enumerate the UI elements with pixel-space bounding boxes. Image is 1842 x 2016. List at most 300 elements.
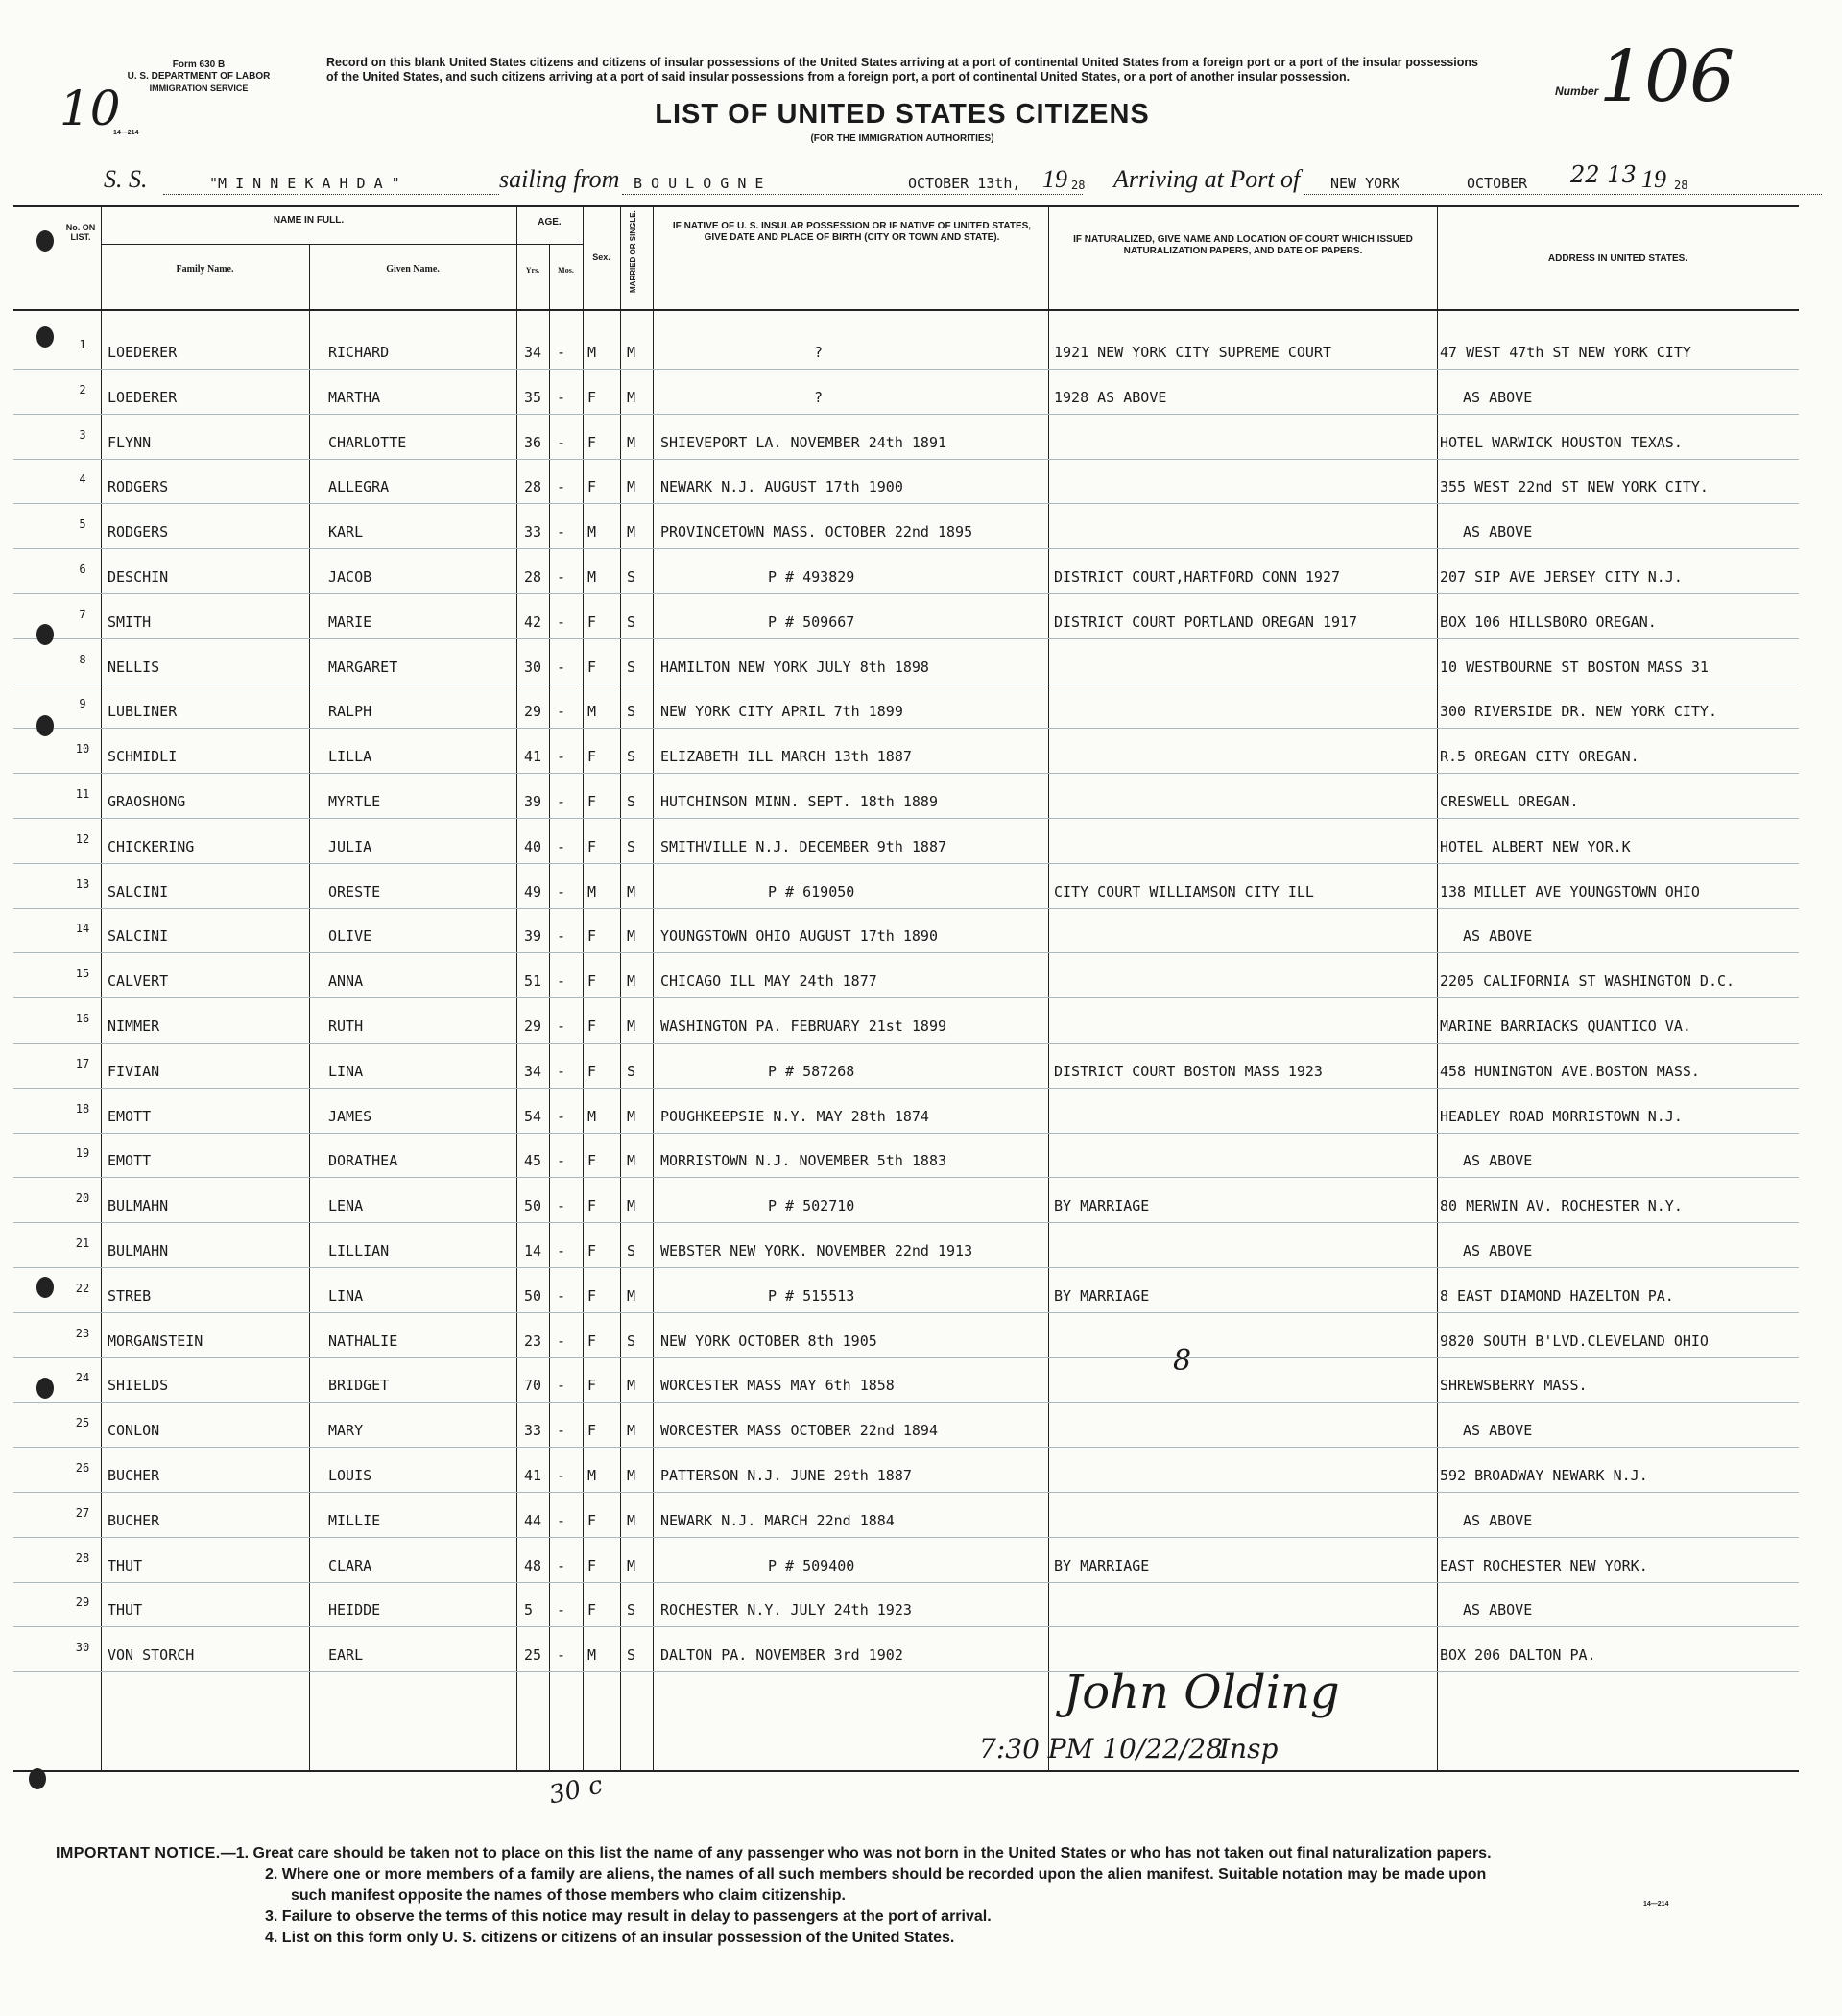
given-name: ANNA bbox=[328, 972, 364, 991]
birth-info: MORRISTOWN N.J. NOVEMBER 5th 1883 bbox=[660, 1152, 947, 1170]
row-number: 24 bbox=[75, 1371, 90, 1385]
row-rule bbox=[13, 952, 1799, 953]
address: 300 RIVERSIDE DR. NEW YORK CITY. bbox=[1440, 703, 1717, 721]
age-months: - bbox=[557, 703, 566, 721]
address: 80 MERWIN AV. ROCHESTER N.Y. bbox=[1440, 1197, 1683, 1215]
address: 2205 CALIFORNIA ST WASHINGTON D.C. bbox=[1440, 972, 1735, 991]
row-number: 15 bbox=[75, 967, 90, 981]
marital-status: M bbox=[627, 1018, 636, 1035]
marital-status: M bbox=[627, 1152, 636, 1170]
address: BOX 106 HILLSBORO OREGAN. bbox=[1440, 612, 1657, 631]
age-years: 50 bbox=[524, 1286, 542, 1305]
marital-status: S bbox=[627, 793, 636, 810]
age-years: 28 bbox=[524, 568, 542, 586]
sex: F bbox=[587, 1332, 597, 1350]
naturalization-info: DISTRICT COURT,HARTFORD CONN 1927 bbox=[1054, 568, 1341, 586]
birth-info: PATTERSON N.J. JUNE 29th 1887 bbox=[660, 1467, 912, 1484]
sex: M bbox=[587, 703, 597, 721]
address: SHREWSBERRY MASS. bbox=[1440, 1377, 1588, 1395]
marital-status: M bbox=[627, 882, 636, 900]
naturalization-info: BY MARRIAGE bbox=[1054, 1286, 1150, 1305]
print-code: 14—214 bbox=[113, 130, 139, 136]
age-months: - bbox=[557, 1467, 566, 1484]
sex: F bbox=[587, 612, 597, 631]
row-rule bbox=[13, 997, 1799, 998]
row-rule bbox=[13, 1088, 1799, 1089]
age-years: 48 bbox=[524, 1556, 542, 1574]
given-name: RALPH bbox=[328, 703, 372, 721]
age-months: - bbox=[557, 1286, 566, 1305]
row-number: 7 bbox=[79, 607, 86, 621]
age-years: 34 bbox=[524, 344, 542, 361]
binder-hole bbox=[29, 1768, 46, 1789]
departure-port: B O U L O G N E bbox=[634, 175, 764, 192]
family-name: VON STORCH bbox=[108, 1646, 195, 1665]
naturalization-info: BY MARRIAGE bbox=[1054, 1197, 1150, 1215]
sex: M bbox=[587, 1107, 597, 1125]
age-years: 34 bbox=[524, 1062, 542, 1080]
page-title: LIST OF UNITED STATES CITIZENS bbox=[655, 99, 1150, 130]
birth-info: CHICAGO ILL MAY 24th 1877 bbox=[660, 972, 877, 991]
notice-item-2b: such manifest opposite the names of those members who claim citizenship. bbox=[291, 1887, 846, 1904]
marital-status: M bbox=[627, 1511, 636, 1529]
birth-info: ? bbox=[814, 344, 824, 361]
age-years: 39 bbox=[524, 793, 542, 810]
row-rule bbox=[13, 728, 1799, 729]
age-years: 28 bbox=[524, 478, 542, 496]
header-birth: IF NATIVE OF U. S. INSULAR POSSESSION OR IF NATIVE OF UNITED STATES, GIVE DATE AND PLACE OF BIRTH (CITY OR TOWN AND STATE). bbox=[672, 221, 1032, 243]
handwritten-count: 30 c bbox=[546, 1770, 606, 1811]
row-number: 5 bbox=[79, 517, 86, 532]
birth-info: NEWARK N.J. MARCH 22nd 1884 bbox=[660, 1511, 895, 1529]
age-months: - bbox=[557, 1332, 566, 1350]
arrival-date: OCTOBER bbox=[1467, 175, 1528, 192]
age-years: 42 bbox=[524, 612, 542, 631]
row-rule bbox=[13, 1267, 1799, 1268]
age-months: - bbox=[557, 1197, 566, 1215]
birth-info: HAMILTON NEW YORK JULY 8th 1898 bbox=[660, 658, 929, 676]
row-number: 14 bbox=[75, 922, 90, 936]
family-name: FLYNN bbox=[108, 433, 152, 451]
marital-status: S bbox=[627, 658, 636, 676]
family-name: SCHMIDLI bbox=[108, 748, 178, 766]
birth-info: WEBSTER NEW YORK. NOVEMBER 22nd 1913 bbox=[660, 1242, 973, 1260]
family-name: EMOTT bbox=[108, 1107, 152, 1125]
given-name: MARGARET bbox=[328, 658, 398, 676]
sex: F bbox=[587, 1062, 597, 1080]
row-number: 1 bbox=[79, 338, 86, 351]
family-name: LOEDERER bbox=[108, 344, 178, 361]
family-name: SALCINI bbox=[108, 882, 169, 900]
given-name: JAMES bbox=[328, 1107, 372, 1125]
age-months: - bbox=[557, 1107, 566, 1125]
marital-status: S bbox=[627, 1601, 636, 1620]
row-number: 2 bbox=[79, 382, 86, 396]
address: AS ABOVE bbox=[1463, 927, 1533, 946]
age-years: 39 bbox=[524, 927, 542, 946]
binder-hole bbox=[36, 624, 54, 645]
sex: F bbox=[587, 972, 597, 991]
family-name: MORGANSTEIN bbox=[108, 1332, 203, 1350]
address: 458 HUNINGTON AVE.BOSTON MASS. bbox=[1440, 1062, 1700, 1080]
form-identification bbox=[88, 60, 309, 94]
row-number: 4 bbox=[79, 472, 86, 487]
family-name: SALCINI bbox=[108, 927, 169, 946]
header-given-name: Given Name. bbox=[386, 264, 440, 275]
age-months: - bbox=[557, 478, 566, 496]
row-rule bbox=[13, 818, 1799, 819]
age-years: 14 bbox=[524, 1242, 542, 1260]
notice-item-2a: 2. Where one or more members of a family are aliens, the names of all such members should be recorded upon the alien manifest. Suitable notation may be made upon bbox=[265, 1866, 1487, 1883]
age-months: - bbox=[557, 748, 566, 766]
marital-status: M bbox=[627, 1286, 636, 1305]
birth-info: YOUNGSTOWN OHIO AUGUST 17th 1890 bbox=[660, 927, 938, 946]
family-name: LOEDERER bbox=[108, 388, 178, 406]
row-number: 9 bbox=[79, 697, 86, 711]
header-family-name: Family Name. bbox=[176, 264, 234, 275]
age-months: - bbox=[557, 972, 566, 991]
ship-name: "M I N N E K A H D A " bbox=[209, 175, 400, 192]
address: AS ABOVE bbox=[1463, 523, 1533, 541]
age-months: - bbox=[557, 1646, 566, 1665]
row-number: 23 bbox=[75, 1326, 90, 1340]
birth-info: NEW YORK CITY APRIL 7th 1899 bbox=[660, 703, 903, 721]
birth-info: ROCHESTER N.Y. JULY 24th 1923 bbox=[660, 1601, 912, 1620]
header-naturalized: IF NATURALIZED, GIVE NAME AND LOCATION OF COURT WHICH ISSUED NATURALIZATION PAPERS, AND DATE OF PAPERS. bbox=[1073, 234, 1413, 256]
family-name: CONLON bbox=[108, 1422, 160, 1440]
sex: F bbox=[587, 1197, 597, 1215]
sex: F bbox=[587, 1152, 597, 1170]
family-name: DESCHIN bbox=[108, 568, 169, 586]
given-name: MARY bbox=[328, 1422, 364, 1440]
sex: F bbox=[587, 1556, 597, 1574]
given-name: ORESTE bbox=[328, 882, 381, 900]
given-name: JULIA bbox=[328, 837, 372, 855]
age-months: - bbox=[557, 1152, 566, 1170]
age-months: - bbox=[557, 1018, 566, 1035]
page-subtitle: (FOR THE IMMIGRATION AUTHORITIES) bbox=[810, 133, 994, 144]
marital-status: M bbox=[627, 523, 636, 541]
family-name: CHICKERING bbox=[108, 837, 195, 855]
naturalization-info: DISTRICT COURT PORTLAND OREGAN 1917 bbox=[1054, 612, 1358, 631]
address: 592 BROADWAY NEWARK N.J. bbox=[1440, 1467, 1648, 1484]
header-address: ADDRESS IN UNITED STATES. bbox=[1547, 253, 1688, 264]
header-bottom-border bbox=[13, 309, 1799, 311]
row-rule bbox=[13, 1582, 1799, 1583]
age-months: - bbox=[557, 793, 566, 810]
marital-status: M bbox=[627, 1556, 636, 1574]
sex: F bbox=[587, 793, 597, 810]
address: AS ABOVE bbox=[1463, 1601, 1533, 1620]
notice-item-3: 3. Failure to observe the terms of this notice may result in delay to passengers at the port of arrival. bbox=[265, 1908, 992, 1925]
age-months: - bbox=[557, 388, 566, 406]
row-rule bbox=[13, 908, 1799, 909]
year-label-1: 19 bbox=[1042, 165, 1067, 193]
signature-initials: Insp bbox=[1219, 1733, 1279, 1764]
row-rule bbox=[13, 548, 1799, 549]
age-years: 40 bbox=[524, 837, 542, 855]
marital-status: M bbox=[627, 344, 636, 361]
sex: F bbox=[587, 1018, 597, 1035]
arrival-day-handwritten: 22 13 bbox=[1570, 161, 1637, 188]
birth-info: POUGHKEEPSIE N.Y. MAY 28th 1874 bbox=[660, 1107, 929, 1125]
sex: F bbox=[587, 1377, 597, 1395]
marital-status: S bbox=[627, 748, 636, 766]
row-number: 22 bbox=[75, 1281, 90, 1295]
marital-status: M bbox=[627, 972, 636, 991]
row-rule bbox=[13, 638, 1799, 639]
family-name: LUBLINER bbox=[108, 703, 178, 721]
address: MARINE BARRIACKS QUANTICO VA. bbox=[1440, 1018, 1691, 1035]
sex: M bbox=[587, 523, 597, 541]
ss-label: S. S. bbox=[104, 165, 148, 193]
row-number: 16 bbox=[75, 1012, 90, 1025]
sex: M bbox=[587, 882, 597, 900]
row-rule bbox=[13, 369, 1799, 370]
row-number: 21 bbox=[75, 1236, 90, 1250]
family-name: BUCHER bbox=[108, 1511, 160, 1529]
marital-status: S bbox=[627, 612, 636, 631]
birth-info: P # 509400 bbox=[768, 1556, 855, 1574]
given-name: BRIDGET bbox=[328, 1377, 390, 1395]
given-name: RICHARD bbox=[328, 344, 390, 361]
binder-hole bbox=[36, 715, 54, 736]
age-months: - bbox=[557, 837, 566, 855]
birth-info: P # 587268 bbox=[768, 1062, 855, 1080]
sex: M bbox=[587, 1467, 597, 1484]
birth-info: PROVINCETOWN MASS. OCTOBER 22nd 1895 bbox=[660, 523, 973, 541]
birth-info: DALTON PA. NOVEMBER 3rd 1902 bbox=[660, 1646, 903, 1665]
notice-item-4: 4. List on this form only U. S. citizens or citizens of an insular possession of the United States. bbox=[265, 1930, 955, 1946]
row-number: 27 bbox=[75, 1505, 90, 1520]
age-years: 50 bbox=[524, 1197, 542, 1215]
age-months: - bbox=[557, 1242, 566, 1260]
sex: M bbox=[587, 568, 597, 586]
marital-status: M bbox=[627, 1467, 636, 1484]
address: HOTEL WARWICK HOUSTON TEXAS. bbox=[1440, 433, 1683, 451]
marital-status: M bbox=[627, 433, 636, 451]
age-years: 41 bbox=[524, 1467, 542, 1484]
row-rule bbox=[13, 1626, 1799, 1627]
marital-status: M bbox=[627, 1197, 636, 1215]
family-name: SHIELDS bbox=[108, 1377, 169, 1395]
family-name: RODGERS bbox=[108, 478, 169, 496]
marital-status: S bbox=[627, 1242, 636, 1260]
birth-info: WORCESTER MASS MAY 6th 1858 bbox=[660, 1377, 895, 1395]
row-rule bbox=[13, 459, 1799, 460]
age-months: - bbox=[557, 1422, 566, 1440]
row-number: 30 bbox=[75, 1641, 90, 1655]
birth-info: ELIZABETH ILL MARCH 13th 1887 bbox=[660, 748, 912, 766]
given-name: EARL bbox=[328, 1646, 364, 1665]
sex: F bbox=[587, 658, 597, 676]
birth-info: SHIEVEPORT LA. NOVEMBER 24th 1891 bbox=[660, 433, 947, 451]
given-name: LINA bbox=[328, 1286, 364, 1305]
age-months: - bbox=[557, 1062, 566, 1080]
age-months: - bbox=[557, 658, 566, 676]
row-rule bbox=[13, 863, 1799, 864]
binder-hole bbox=[36, 1277, 54, 1298]
sex: F bbox=[587, 927, 597, 946]
age-years: 45 bbox=[524, 1152, 542, 1170]
binder-hole bbox=[36, 326, 54, 348]
age-years: 23 bbox=[524, 1332, 542, 1350]
binder-hole bbox=[36, 230, 54, 252]
row-number: 3 bbox=[79, 427, 86, 442]
age-years: 29 bbox=[524, 1018, 542, 1035]
family-name: SMITH bbox=[108, 612, 152, 631]
voyage-line bbox=[104, 161, 1812, 204]
sex: F bbox=[587, 1601, 597, 1620]
binder-hole bbox=[36, 1378, 54, 1399]
address: HOTEL ALBERT NEW YOR.K bbox=[1440, 837, 1631, 855]
sex: F bbox=[587, 433, 597, 451]
marital-status: S bbox=[627, 837, 636, 855]
header-age: AGE. bbox=[538, 217, 562, 228]
sex: F bbox=[587, 1286, 597, 1305]
age-months: - bbox=[557, 1556, 566, 1574]
age-years: 5 bbox=[524, 1601, 534, 1620]
row-rule bbox=[13, 1312, 1799, 1313]
row-rule bbox=[13, 593, 1799, 594]
family-name: THUT bbox=[108, 1601, 143, 1620]
sex: F bbox=[587, 1242, 597, 1260]
header-no-on-list: No. ON LIST. bbox=[65, 223, 96, 242]
given-name: KARL bbox=[328, 523, 364, 541]
departure-year: 28 bbox=[1071, 179, 1086, 192]
naturalization-info: BY MARRIAGE bbox=[1054, 1556, 1150, 1574]
age-years: 33 bbox=[524, 1422, 542, 1440]
row-rule bbox=[13, 1492, 1799, 1493]
birth-info: P # 493829 bbox=[768, 568, 855, 586]
address: R.5 OREGAN CITY OREGAN. bbox=[1440, 748, 1639, 766]
marital-status: M bbox=[627, 1107, 636, 1125]
inspector-signature: John Olding bbox=[1064, 1666, 1340, 1719]
row-rule bbox=[13, 773, 1799, 774]
family-name: BULMAHN bbox=[108, 1242, 169, 1260]
family-name: BULMAHN bbox=[108, 1197, 169, 1215]
given-name: LENA bbox=[328, 1197, 364, 1215]
given-name: MILLIE bbox=[328, 1511, 381, 1529]
intro-instructions: Record on this blank United States citizens and citizens of insular possessions of the United States arriving at a port of continental United States from a foreign port or a port of the insular possessions of the United States, and such citizens arriving at a port of said insular possessions from a foreign port, a port of continental United States, or a port of another insular possession. bbox=[326, 56, 1478, 84]
given-name: RUTH bbox=[328, 1018, 364, 1035]
row-rule bbox=[13, 1133, 1799, 1134]
row-number: 11 bbox=[75, 787, 90, 801]
sex: F bbox=[587, 478, 597, 496]
age-years: 29 bbox=[524, 703, 542, 721]
row-rule bbox=[13, 1043, 1799, 1044]
sex: F bbox=[587, 388, 597, 406]
marital-status: M bbox=[627, 388, 636, 406]
form-code: Form 630 B bbox=[172, 60, 226, 70]
address: BOX 206 DALTON PA. bbox=[1440, 1646, 1596, 1665]
notice-lead: IMPORTANT NOTICE. bbox=[56, 1845, 221, 1861]
given-name: MARIE bbox=[328, 612, 372, 631]
given-name: NATHALIE bbox=[328, 1332, 398, 1350]
header-sex: Sex. bbox=[592, 252, 610, 262]
address: AS ABOVE bbox=[1463, 1422, 1533, 1440]
family-name: STREB bbox=[108, 1286, 152, 1305]
family-name: CALVERT bbox=[108, 972, 169, 991]
birth-info: NEW YORK OCTOBER 8th 1905 bbox=[660, 1332, 877, 1350]
birth-info: HUTCHINSON MINN. SEPT. 18th 1889 bbox=[660, 793, 938, 810]
marital-status: S bbox=[627, 1332, 636, 1350]
row-number: 18 bbox=[75, 1101, 90, 1116]
header-married-single: MARRIED OR SINGLE. bbox=[629, 210, 637, 293]
row-rule bbox=[13, 1671, 1799, 1672]
address: 10 WESTBOURNE ST BOSTON MASS 31 bbox=[1440, 658, 1709, 676]
arrival-port: NEW YORK bbox=[1330, 175, 1400, 192]
marital-status: S bbox=[627, 703, 636, 721]
row-rule bbox=[13, 1402, 1799, 1403]
row-number: 12 bbox=[75, 831, 90, 846]
birth-info: WASHINGTON PA. FEBRUARY 21st 1899 bbox=[660, 1018, 947, 1035]
address: AS ABOVE bbox=[1463, 388, 1533, 406]
age-years: 25 bbox=[524, 1646, 542, 1665]
arrival-year: 28 bbox=[1674, 179, 1688, 192]
family-name: NELLIS bbox=[108, 658, 160, 676]
print-code-bottom: 14—214 bbox=[1643, 1901, 1669, 1908]
age-months: - bbox=[557, 433, 566, 451]
handwritten-corner-number: 10 bbox=[60, 81, 121, 136]
marital-status: M bbox=[627, 1377, 636, 1395]
age-months: - bbox=[557, 882, 566, 900]
row-rule bbox=[13, 1357, 1799, 1358]
header-months: Mos. bbox=[558, 266, 574, 275]
naturalization-info: 1921 NEW YORK CITY SUPREME COURT bbox=[1054, 344, 1331, 361]
row-number: 26 bbox=[75, 1461, 90, 1475]
family-name: EMOTT bbox=[108, 1152, 152, 1170]
age-years: 35 bbox=[524, 388, 542, 406]
sex: F bbox=[587, 748, 597, 766]
age-months: - bbox=[557, 612, 566, 631]
address: HEADLEY ROAD MORRISTOWN N.J. bbox=[1440, 1107, 1683, 1125]
header-name-in-full: NAME IN FULL. bbox=[273, 215, 345, 226]
family-name: NIMMER bbox=[108, 1018, 160, 1035]
marital-status: S bbox=[627, 1646, 636, 1665]
address: AS ABOVE bbox=[1463, 1242, 1533, 1260]
row-number: 29 bbox=[75, 1596, 90, 1610]
given-name: LILLA bbox=[328, 748, 372, 766]
marital-status: S bbox=[627, 1062, 636, 1080]
age-years: 49 bbox=[524, 882, 542, 900]
address: 9820 SOUTH B'LVD.CLEVELAND OHIO bbox=[1440, 1332, 1709, 1350]
table-bottom-border bbox=[13, 1770, 1799, 1772]
row-rule bbox=[13, 1447, 1799, 1448]
sex: M bbox=[587, 344, 597, 361]
age-years: 54 bbox=[524, 1107, 542, 1125]
age-years: 70 bbox=[524, 1377, 542, 1395]
address: AS ABOVE bbox=[1463, 1511, 1533, 1529]
marital-status: M bbox=[627, 1422, 636, 1440]
departure-date: OCTOBER 13th, bbox=[908, 175, 1021, 192]
given-name: LILLIAN bbox=[328, 1242, 390, 1260]
row-rule bbox=[13, 503, 1799, 504]
address: AS ABOVE bbox=[1463, 1152, 1533, 1170]
given-name: DORATHEA bbox=[328, 1152, 398, 1170]
given-name: LOUIS bbox=[328, 1467, 372, 1484]
table-top-border bbox=[13, 205, 1799, 207]
given-name: JACOB bbox=[328, 568, 372, 586]
family-name: THUT bbox=[108, 1556, 143, 1574]
address: 355 WEST 22nd ST NEW YORK CITY. bbox=[1440, 478, 1709, 496]
list-number: 106 bbox=[1599, 36, 1735, 118]
marital-status: M bbox=[627, 478, 636, 496]
row-number: 25 bbox=[75, 1416, 90, 1430]
row-number: 8 bbox=[79, 652, 86, 666]
age-years: 51 bbox=[524, 972, 542, 991]
service-name: IMMIGRATION SERVICE bbox=[149, 84, 249, 93]
